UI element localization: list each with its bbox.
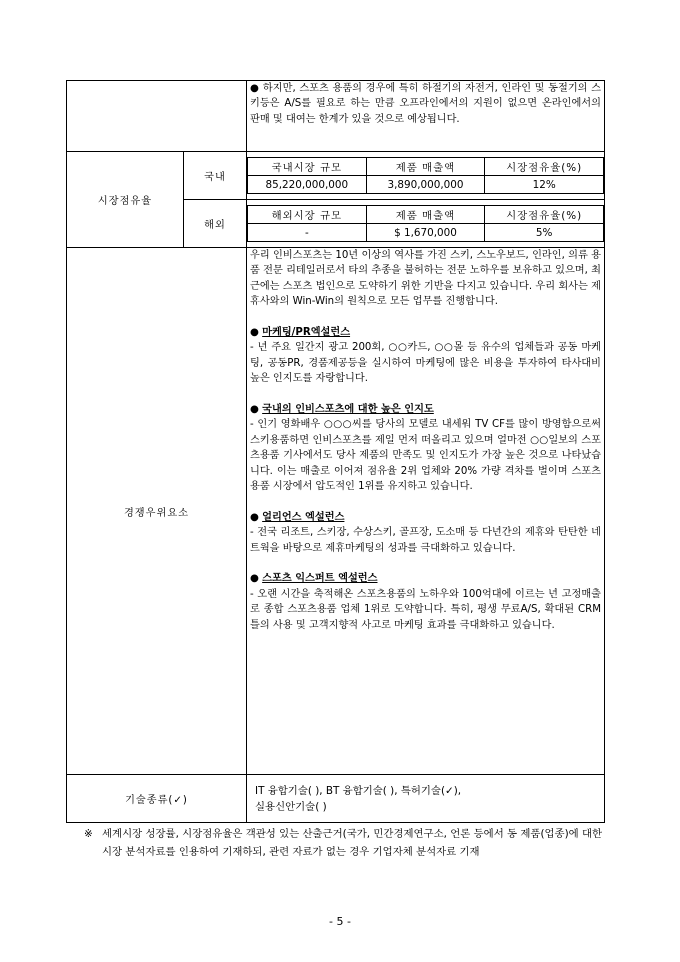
note-mark: ※ (84, 828, 93, 840)
domestic-value-size: 85,220,000,000 (248, 176, 367, 194)
overseas-header-share: 시장점유율(%) (485, 206, 604, 224)
section-expert-title: ● 스포츠 익스퍼트 엑설런스 (250, 573, 378, 585)
overseas-header-size: 해외시장 규모 (248, 206, 367, 224)
section-awareness-title: ● 국내의 인비스포츠에 대한 높은 인지도 (250, 404, 434, 416)
tech-type-label: 기술종류(✓) (67, 775, 247, 823)
bullet-icon: ● (250, 404, 259, 416)
domestic-header-size: 국내시장 규모 (248, 158, 367, 176)
competitive-content (247, 248, 605, 775)
domestic-header-share: 시장점유율(%) (485, 158, 604, 176)
section-alliance-title: ● 얼리언스 엑설런스 (250, 511, 345, 523)
domestic-value-share: 12% (485, 176, 604, 194)
tech-line-1: IT 융합기술( ), BT 융합기술( ), 특허기술(✓), (255, 784, 462, 797)
overseas-value-sales: $ 1,670,000 (366, 224, 485, 242)
overseas-header-sales: 제품 매출액 (366, 206, 485, 224)
section-expert-body: - 오랜 시간을 축적해온 스포츠용품의 노하우와 100억대에 이르는 년 고정매출로 종합 스포츠용품 업체 1위로 도약합니다. 특히, 평생 무료A/S, 확대된 CRM틀의 사용 및 고객지향적 사고로 마케팅 효과를 극대화하고 있습니다. (250, 588, 601, 631)
domestic-label: 국내 (184, 152, 247, 200)
overseas-value-size: - (248, 224, 367, 242)
footnote (84, 826, 614, 861)
top-note-cell (247, 81, 605, 152)
empty-label-cell (67, 81, 247, 152)
competitive-intro: 우리 인비스포츠는 10년 이상의 역사를 가진 스키, 스노우보드, 인라인, 의류 용품 전문 리테일러로서 타의 추종을 불허하는 전문 노하우를 보유하고 있으며, 최근에는 스포츠 법인으로 도약하기 위한 기반을 다지고 있습니다. 우리 회사는 제휴사와의 Win-Win의 원칙으로 모든 업무를 진행합니다. (250, 250, 601, 308)
business-plan-table (66, 80, 605, 823)
section-marketing-body: - 년 주요 일간지 광고 200회, ○○카드, ○○몰 등 유수의 업체들과 공동 마케팅, 공동PR, 경품제공등을 실시하여 마케팅에 많은 비용을 투자하여 타사대비 높은 인지도를 자랑합니다. (250, 342, 601, 385)
footnote-text: 세계시장 성장률, 시장점유율은 객관성 있는 산출근거(국가, 민간경제연구소, 언론 등에서 동 제품(업종)에 대한 시장 분석자료를 인용하여 기재하되, 관련 자료가 없는 경우 기업자체 분석자료 기재 (102, 828, 603, 858)
overseas-label: 해외 (184, 200, 247, 248)
domestic-value-sales: 3,890,000,000 (366, 176, 485, 194)
bullet-icon: ● (250, 327, 259, 339)
section-awareness-body: - 인기 영화배우 ○○○씨를 당사의 모델로 내세워 TV CF를 많이 방영함으로써 스키용품하면 인비스포츠를 제일 먼저 떠올리고 있으며 얼마전 ○○일보의 스포츠용품 기사에서도 당사 제품의 만족도 및 인지도가 가장 높은 것으로 나타났습니다. 이는 매출로 이어져 점유율 2위 업체와 20% 가량 격차를 벌이며 스포츠용품 시장에서 압도적인 1위를 유지하고 있습니다. (250, 419, 601, 493)
competitive-label: 경쟁우위요소 (67, 248, 247, 775)
top-note-text: ● 하지만, 스포츠 용품의 경우에 특히 하절기의 자전거, 인라인 및 동절기의 스키등은 A/S를 필요로 하는 만큼 오프라인에서의 지원이 없으면 온라인에서의 판매 및 대여는 한계가 있을 것으로 예상됩니다. (250, 83, 601, 125)
domestic-market-table (247, 157, 604, 194)
overseas-value-share: 5% (485, 224, 604, 242)
domestic-header-sales: 제품 매출액 (366, 158, 485, 176)
section-alliance-body: - 전국 리조트, 스키장, 수상스키, 골프장, 도소매 등 다년간의 제휴와 탄탄한 네트웍을 바탕으로 제휴마케팅의 성과를 극대화하고 있습니다. (250, 527, 601, 554)
tech-line-2: 실용신안기술( ) (255, 800, 327, 813)
section-marketing-title: ● 마케팅/PR엑설런스 (250, 327, 351, 339)
bullet-icon: ● (250, 511, 259, 523)
market-share-label: 시장점유율 (67, 152, 184, 248)
overseas-market-table (247, 205, 604, 242)
page-number: - 5 - (329, 915, 351, 928)
overseas-table-cell (247, 200, 605, 248)
bullet-icon: ● (250, 573, 259, 585)
domestic-table-cell (247, 152, 605, 200)
tech-type-content (247, 775, 605, 823)
